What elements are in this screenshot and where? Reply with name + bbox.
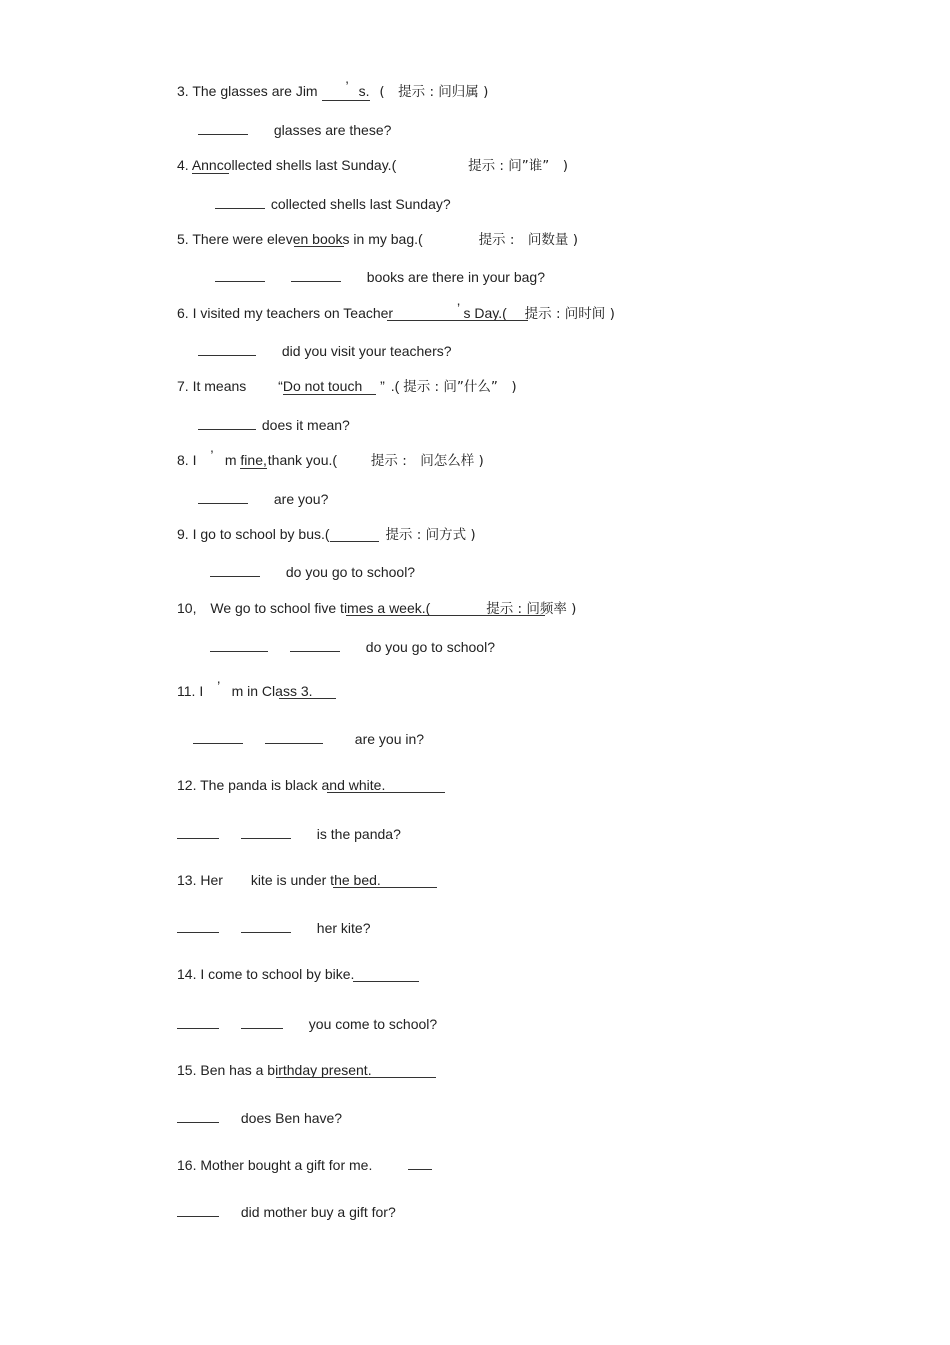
question-16-statement: [177, 1155, 432, 1174]
answer-text: do you go to school?: [285, 564, 416, 580]
statement-text: It means: [192, 378, 247, 394]
underline-mark: [327, 792, 445, 793]
question-3-answer: [198, 120, 391, 139]
close-quote: ”: [380, 378, 385, 394]
underline-mark: [333, 887, 437, 888]
question-12-answer: [177, 824, 401, 843]
question-number: 8.: [177, 452, 189, 468]
answer-text: do you go to school?: [365, 639, 495, 655]
underlined-phrase: Ann: [192, 157, 229, 174]
answer-text: glasses are these?: [273, 122, 392, 138]
statement-text: We go to school five times a week.(: [210, 600, 431, 616]
underline-mark: [408, 1155, 432, 1170]
statement-text: Mother bought a gift for me.: [200, 1157, 373, 1173]
question-number: 9.: [177, 526, 189, 542]
statement-text: Her: [200, 872, 223, 888]
statement-text: I visited my teachers on Teacher: [192, 305, 394, 321]
statement-text: m: [224, 452, 237, 468]
statement-text: I go to school by bus.(: [192, 526, 330, 542]
statement-text: The panda is black and white.: [200, 777, 386, 793]
answer-blank[interactable]: [210, 562, 260, 577]
answer-blank[interactable]: [290, 637, 340, 652]
statement-text: s Day.(: [463, 305, 507, 321]
question-number: 6.: [177, 305, 189, 321]
question-number: 11.: [177, 683, 196, 699]
question-number: 4.: [177, 157, 189, 173]
answer-text: is the panda?: [316, 826, 401, 842]
question-4-answer: [215, 194, 451, 213]
underline-mark: [279, 698, 336, 699]
question-14-statement: [177, 965, 354, 983]
question-number: 3.: [177, 83, 189, 99]
answer-blank[interactable]: [241, 824, 291, 839]
answer-blank[interactable]: [177, 1202, 219, 1217]
answer-text: are you in?: [354, 731, 425, 747]
statement-text: I: [199, 683, 204, 699]
question-9-statement: [177, 525, 476, 544]
answer-blank[interactable]: [177, 1014, 219, 1029]
question-4-statement: [177, 156, 568, 175]
apostrophe: ’: [210, 447, 213, 463]
question-number: 16.: [177, 1157, 197, 1173]
question-number: 5.: [177, 231, 189, 247]
question-8-answer: [198, 489, 328, 508]
answer-blank[interactable]: [193, 729, 243, 744]
statement-text: The glasses are Jim: [192, 83, 318, 99]
statement-text: kite is under the bed.: [250, 872, 381, 888]
statement-text: thank you.(: [267, 452, 338, 468]
question-16-answer: [177, 1202, 396, 1221]
answer-text: you come to school?: [308, 1016, 438, 1032]
answer-blank[interactable]: [241, 1014, 283, 1029]
question-8-statement: [177, 447, 484, 470]
answer-text: are you?: [273, 491, 329, 507]
answer-blank[interactable]: [265, 729, 323, 744]
question-15-answer: [177, 1108, 342, 1127]
question-13-answer: [177, 918, 370, 937]
hint-text: 提示 : 问数量 ): [478, 232, 578, 248]
answer-blank[interactable]: [241, 918, 291, 933]
hint-text: 提示 : 问”谁” ): [468, 158, 569, 174]
answer-blank[interactable]: [198, 120, 248, 135]
underline-mark: [387, 320, 528, 321]
answer-blank[interactable]: [198, 415, 256, 430]
answer-blank[interactable]: [177, 824, 219, 839]
question-9-answer: [210, 562, 415, 581]
question-number: 14.: [177, 966, 197, 982]
answer-blank[interactable]: [215, 267, 265, 282]
question-7-statement: [177, 377, 517, 396]
answer-blank[interactable]: [210, 637, 268, 652]
answer-text: her kite?: [316, 920, 371, 936]
statement-text: I come to school by bike.: [200, 966, 355, 982]
statement-text: s.: [358, 83, 370, 99]
answer-blank[interactable]: [198, 489, 248, 504]
question-6-answer: [198, 341, 452, 360]
statement-text: collected shells last Sunday.(: [216, 157, 397, 173]
question-11-answer: [193, 729, 424, 748]
answer-text: books are there in your bag?: [366, 269, 546, 285]
underline-mark: [353, 981, 419, 982]
question-5-answer: [215, 267, 545, 286]
statement-text: Ben has a birthday present.: [200, 1062, 372, 1078]
statement-text: .(: [390, 378, 400, 394]
question-7-answer: [198, 415, 350, 434]
answer-blank[interactable]: [198, 341, 256, 356]
hint-text: 提示 : 问”什么” ): [403, 379, 517, 395]
answer-blank[interactable]: [215, 194, 265, 209]
statement-text: There were eleven books in my bag.(: [192, 231, 423, 247]
underline-mark: [294, 246, 344, 247]
answer-blank[interactable]: [177, 1108, 219, 1123]
question-5-statement: [177, 230, 578, 249]
underline-mark: [276, 1077, 436, 1078]
question-number: 12.: [177, 777, 197, 793]
statement-text: m in Class 3.: [231, 683, 313, 699]
answer-blank[interactable]: [291, 267, 341, 282]
underlined-phrase: Do not touch: [283, 378, 376, 395]
answer-text: does Ben have?: [240, 1110, 343, 1126]
underlined-phrase: fine,: [240, 452, 267, 468]
open-quote: “: [278, 378, 283, 394]
apostrophe: ’: [217, 678, 220, 694]
answer-text: collected shells last Sunday?: [270, 196, 451, 212]
question-14-answer: [177, 1014, 437, 1033]
apostrophe: ’: [345, 78, 349, 94]
hint-text: 提示 : 问时间 ): [524, 306, 615, 322]
hint-text: ( 提示 : 问归属 ): [379, 84, 489, 100]
hint-text: 提示 : 问怎么样 ): [370, 453, 484, 469]
question-number: 15.: [177, 1062, 197, 1078]
answer-text: does it mean?: [261, 417, 350, 433]
hint-text: 提示 : 问方式 ): [385, 527, 476, 543]
statement-text: I: [192, 452, 197, 468]
question-number: 13.: [177, 872, 197, 888]
apostrophe: ’: [456, 300, 460, 316]
underline-mark: [330, 541, 379, 542]
answer-text: did mother buy a gift for?: [240, 1204, 396, 1220]
underline-mark: [346, 615, 545, 616]
question-number: 7.: [177, 378, 189, 394]
question-number: 10,: [177, 600, 197, 616]
answer-blank[interactable]: [177, 918, 219, 933]
answer-text: did you visit your teachers?: [281, 343, 452, 359]
hint-text: 提示 : 问频率 ): [486, 601, 577, 617]
question-3-statement: [177, 78, 489, 101]
question-10-answer: [210, 637, 495, 656]
